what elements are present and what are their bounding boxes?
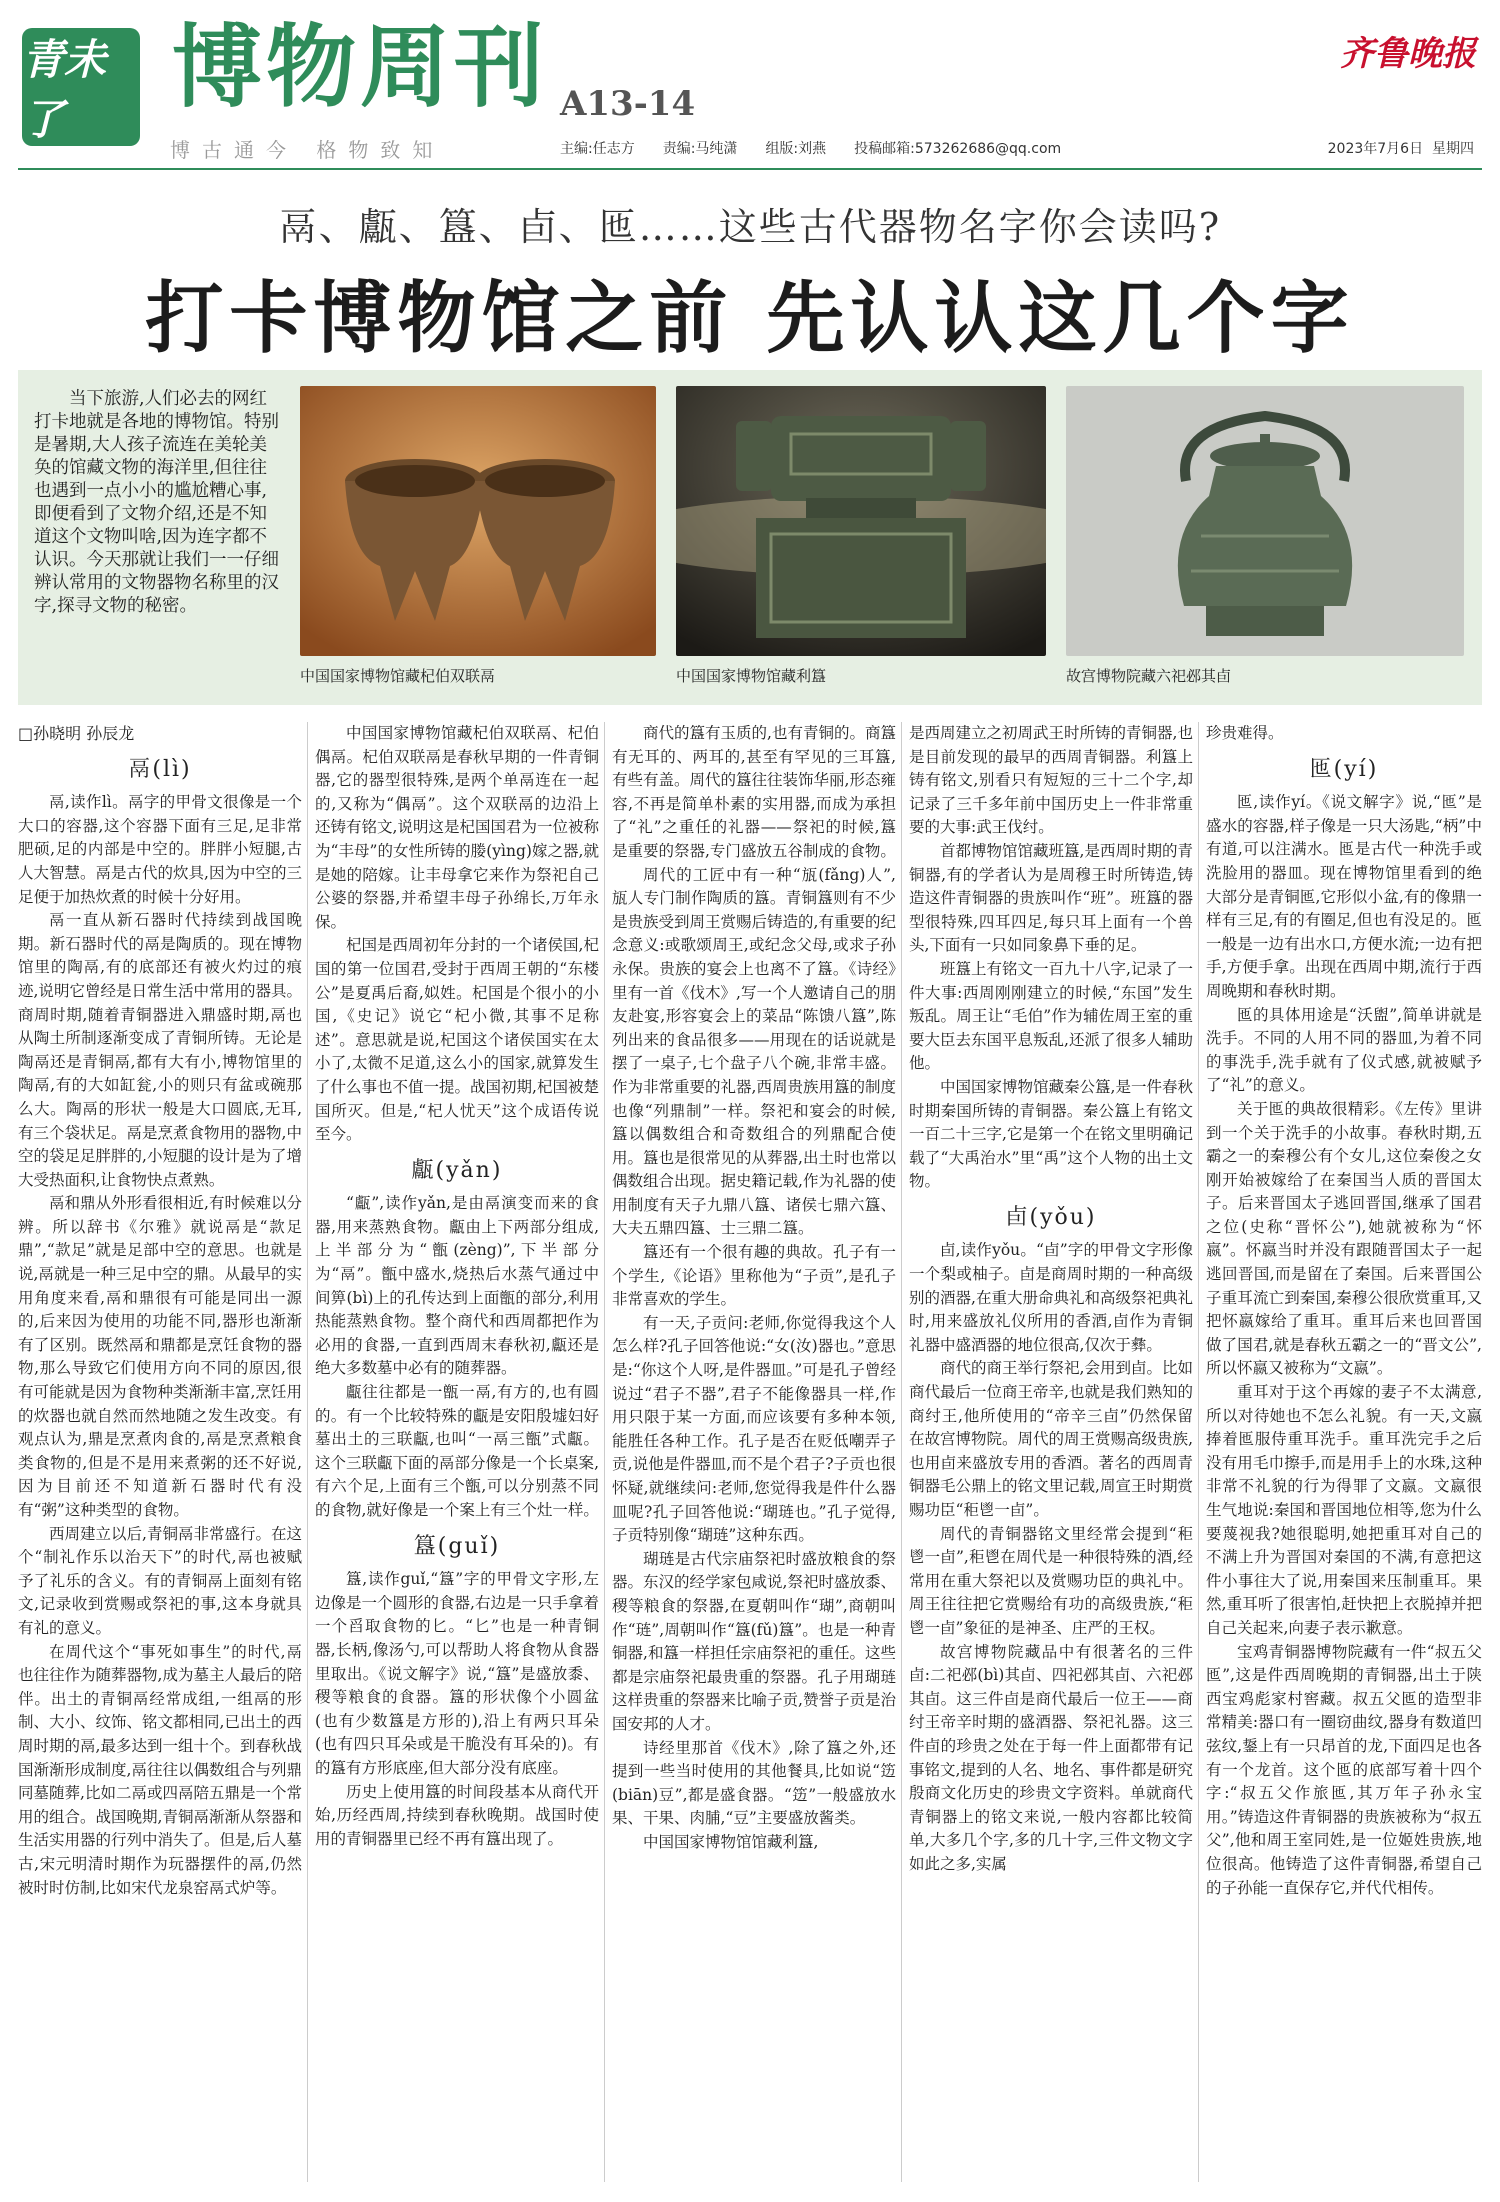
paragraph: 历史上使用簋的时间段基本从商代开始,历经西周,持续到春秋晚期。战国时使用的青铜器里已经不再有簋出现了。 (315, 1782, 599, 1848)
photo-li-gui (676, 386, 1046, 656)
paragraph: 西周建立以后,青铜鬲非常盛行。在这个“制礼作乐以治天下”的时代,鬲也被赋予了礼乐的含义。有的青铜鬲上面刻有铭文,记录收到赏赐或祭祀的事,这本身就具有礼的意义。 (18, 1524, 302, 1637)
paragraph: 重耳对于这个再嫁的妻子不太满意,所以对待她也不怎么礼貌。有一天,文嬴捧着匜服侍重耳洗手。重耳洗完手之后没有用毛巾擦手,而是用手上的水珠,这种非常不礼貌的行为得罪了文嬴。文嬴很生气地说:秦国和晋国地位相等,您为什么要蔑视我?她很聪明,她把重耳对自己的不满上升为晋国对秦国的不满,有意把这件小事往大了说,用秦国来压制重耳。果然,重耳听了很害怕,赶快把上衣脱掉并把自己关起来,向妻子表示歉意。 (1206, 1383, 1482, 1637)
newspaper-brand-logo: 齐鲁晚报 (1340, 34, 1476, 74)
paragraph: 珍贵难得。 (1206, 724, 1284, 742)
layout-editor: 组版:刘燕 (765, 141, 827, 157)
paragraph: 鬲和鼎从外形看很相近,有时候难以分辨。所以辞书《尔雅》就说鬲是“款足鼎”,“款足”就是足部中空的意思。也就是说,鬲就是一种三足中空的鼎。从最早的实用角度来看,鬲和鼎很有可能是同出一源的,后来因为使用的功能不同,器形也渐渐有了区别。既然鬲和鼎都是烹饪食物的器物,那么导致它们使用方向不同的原因,很有可能就是因为食物种类渐渐丰富,烹饪用的炊器也就自然而然地随之发生改变。有观点认为,鼎是烹煮肉食的,鬲是烹煮粮食类食物的,但是不是用来煮粥的还不好说,因为目前还不知道新石器时代有没有“粥”这种类型的食物。 (18, 1194, 302, 1519)
paragraph: 卣,读作yǒu。“卣”字的甲骨文字形像一个梨或柚子。卣是商周时期的一种高级别的酒器,在重大册命典礼和高级祭祀典礼时,用来盛放礼仪所用的香酒,卣作为青铜礼器中盛酒器的地位很高,仅次于彝。 (909, 1241, 1193, 1354)
masthead-divider (18, 168, 1482, 170)
paragraph: 簋,读作guǐ,“簋”字的甲骨文字形,左边像是一个圆形的食器,右边是一只手拿着一个舀取食物的匕。“匕”也是一种青铜器,长柄,像汤勺,可以帮助人将食物从食器里取出。《说文解字》说,“簋”是盛放黍、稷等粮食的食器。簋的形状像个小圆盆(也有少数簋是方形的),沿上有两只耳朵(也有四只耳朵或是干脆没有耳朵的)。有的簋有方形底座,但大部分没有底座。 (315, 1570, 599, 1777)
qingweiliao-logo (22, 28, 140, 146)
paragraph: 瑚琏是古代宗庙祭祀时盛放粮食的祭器。东汉的经学家包咸说,祭祀时盛放黍、稷等粮食的祭器,在夏朝叫作“瑚”,商朝叫作“琏”,周朝叫作“簋(fǔ)簋”。也是一种青铜器,和簋一样担任宗庙祭祀的重任。这些都是宗庙祭祀最贵重的祭器。孔子用瑚琏这样贵重的祭器来比喻子贡,赞誉子贡是治国安邦的人才。 (612, 1549, 896, 1733)
photo-caption-1: 中国国家博物馆藏杞伯双联鬲 (300, 667, 496, 685)
section-heading-yi: 匜(yí) (1309, 756, 1379, 782)
article-column-3 (612, 722, 896, 2182)
section-heading-li: 鬲(lì) (128, 756, 192, 782)
column-divider (901, 722, 902, 2182)
article-column-2 (315, 722, 599, 2182)
photo-caption-2: 中国国家博物馆藏利簋 (676, 667, 827, 685)
intro-text: 当下旅游,人们必去的网红打卡地就是各地的博物馆。特别是暑期,大人孩子流连在美轮美奂的馆藏文物的海洋里,但往往也遇到一点小小的尴尬糟心事,即便看到了文物介绍,还是不知道这个文物叫啥,因为连字都不认识。今天那就让我们一一仔细辨认常用的文物器物名称里的汉字,探寻文物的秘密。 (34, 389, 279, 616)
chief-editor: 主编:任志方 (560, 141, 635, 157)
section-heading-yan: 甗(yǎn) (411, 1157, 503, 1183)
paragraph: 周代的工匠中有一种“瓬(fǎng)人”,瓬人专门制作陶质的簋。青铜簋则有不少是贵族受到周王赏赐后铸造的,有重要的纪念意义:或歌颂周王,或纪念父母,或求子孙永保。贵族的宴会上也离不了簋。《诗经》里有一首《伐木》,写一个人邀请自己的朋友赴宴,形容宴会上的菜品“陈馈八簋”,陈列出来的食品很多——用现在的话说就是摆了一桌子,七个盘子八个碗,非常丰盛。作为非常重要的礼器,西周贵族用簋的制度也像“列鼎制”一样。祭祀和宴会的时候,簋以偶数组合和奇数组合的列鼎配合使用。簋也是很常见的从葬器,出土时也常以偶数组合出现。据史籍记载,作为礼器的使用制度有天子九鼎八簋、诸侯七鼎六簋、大夫五鼎四簋、士三鼎二簋。 (612, 865, 896, 1238)
logo-text: 青未了 (22, 35, 107, 144)
paragraph: 在周代这个“事死如事生”的时代,鬲也往往作为随葬器物,成为墓主人最后的陪伴。出土的青铜鬲经常成组,一组鬲的形制、大小、纹饰、铭文都相同,已出土的西周时期的鬲,最多达到一组十个。到春秋战国渐渐形成制度,鬲往往以偶数组合与列鼎同墓随葬,比如二鬲或四鬲陪五鼎是一个常用的组合。战国晚期,青铜鬲渐渐从祭器和生活实用器的行列中消失了。但是,后人墓古,宋元明清时期作为玩器摆件的鬲,仍然被时时仿制,比如宋代龙泉窑鬲式炉等。 (18, 1642, 302, 1897)
section-slogan: 博古通今 格物致知 (170, 138, 445, 162)
submission-email: 投稿邮箱:573262686@qq.com (854, 141, 1062, 157)
column-divider (604, 722, 605, 2182)
you-vessel-image (1066, 386, 1464, 656)
subheadline: 鬲、甗、簋、卣、匜……这些古代器物名字你会读吗? (278, 205, 1222, 249)
paragraph: 匜的具体用途是“沃盥”,简单讲就是洗手。不同的人用不同的器皿,为着不同的事洗手,洗手就有了仪式感,就被赋予了“礼”的意义。 (1206, 1005, 1482, 1095)
paragraph: 杞国是西周初年分封的一个诸侯国,杞国的第一位国君,受封于西周王朝的“东楼公”是夏禹后裔,姒姓。杞国是个很小的小国,《史记》说它“杞小微,其事不足称述”。意思就是说,杞国这个诸侯国实在太小了,太微不足道,这么小的国家,就算发生了什么事也不值一提。战国初期,杞国被楚国所灭。但是,“杞人忧天”这个成语传说至今。 (315, 936, 599, 1144)
paragraph: 中国国家博物馆馆藏利簋, (643, 1832, 819, 1851)
article-column-4 (909, 722, 1193, 2182)
editor: 责编:马纯潇 (662, 141, 738, 157)
paragraph: 中国国家博物馆藏秦公簋,是一件春秋时期秦国所铸的青铜器。秦公簋上有铭文一百二十三字,它是第一个在铭文里明确记载了“大禹治水”里“禹”这个人物的出土文物。 (909, 1077, 1193, 1191)
headline: 打卡博物馆之前 先认认这几个字 (145, 273, 1355, 364)
section-heading-gui: 簋(guǐ) (413, 1533, 501, 1559)
paragraph: 周代的青铜器铭文里经常会提到“秬鬯一卣”,秬鬯在周代是一种很特殊的酒,经常用在重大祭祀以及赏赐功臣的典礼中。周王往往把它赏赐给有功的高级贵族,“秬鬯一卣”象征的是神圣、庄严的王权。 (909, 1524, 1193, 1637)
section-heading-you: 卣(yǒu) (1005, 1204, 1097, 1230)
issue-date: 2023年7月6日 星期四 (1327, 141, 1474, 157)
paragraph: 班簋上有铭文一百九十八字,记录了一件大事:西周刚刚建立的时候,“东国”发生叛乱。周王让“毛伯”作为辅佐周王室的重要大臣去东国平息叛乱,还派了很多人辅助他。 (909, 959, 1193, 1073)
section-title: 博物周刊 (172, 14, 548, 120)
photo-caption-3: 故宫博物院藏六祀邲其卣 (1066, 667, 1232, 685)
double-li-image (300, 386, 656, 656)
li-gui-image (676, 386, 1046, 656)
paragraph: “甗”,读作yǎn,是由鬲演变而来的食器,用来蒸熟食物。甗由上下两部分组成,上半部分为“甑(zèng)”,下半部分为“鬲”。甑中盛水,烧热后水蒸气通过中间箅(bì)上的孔传达到上面甑的部分,利用热能蒸熟食物。整个商代和西周都把作为必用的食器,一直到西周末春秋初,甗还是绝大多数墓中必有的随葬器。 (315, 1194, 599, 1378)
paragraph: 匜,读作yí。《说文解字》说,“匜”是盛水的容器,样子像是一只大汤匙,“柄”中有道,可以注满水。匜是古代一种洗手或洗脸用的器皿。现在博物馆里看到的绝大部分是青铜匜,它形似小盆,有的像鼎一样有三足,有的有圈足,但也有没足的。匜一般是一边有出水口,方便水流;一边有把手,方便手拿。出现在西周中期,流行于西周晚期和春秋时期。 (1206, 793, 1482, 1000)
paragraph: 首都博物馆馆藏班簋,是西周时期的青铜器,有的学者认为是周穆王时所铸造,铸造这件青铜器的贵族叫作“班”。班簋的器型很特殊,四耳四足,每只耳上面有一个兽头,下面有一只如同象鼻下垂的足。 (909, 841, 1193, 955)
column-divider (1198, 722, 1199, 2182)
page-number: A13-14 (560, 84, 696, 124)
paragraph: 中国国家博物馆藏杞伯双联鬲、杞伯偶鬲。杞伯双联鬲是春秋早期的一件青铜器,它的器型很特殊,是两个单鬲连在一起的,又称为“偶鬲”。这个双联鬲的边沿上还铸有铭文,说明这是杞国国君为一位被称为“丰母”的女性所铸的媵(yìng)嫁之器,就是她的陪嫁。让丰母拿它来作为祭祀自己公婆的祭器,并希望丰母子孙绵长,万年永保。 (315, 724, 599, 931)
paragraph: 甗往往都是一甑一鬲,有方的,也有圆的。有一个比较特殊的甗是安阳殷墟妇好墓出土的三联甗,也叫“一鬲三甑”式甗。这个三联甗下面的鬲部分像是一个长桌案,有六个足,上面有三个甑,可以分别蒸不同的食物,就好像是一个案上有三个灶一样。 (315, 1383, 599, 1519)
paragraph: 鬲,读作lì。鬲字的甲骨文很像是一个大口的容器,这个容器下面有三足,足非常肥硕,足的内部是中空的。胖胖小短腿,古人大智慧。鬲是古代的炊具,因为中空的三足便于加热炊煮的时候十分好用。 (18, 793, 302, 906)
paragraph: 关于匜的典故很精彩。《左传》里讲到一个关于洗手的小故事。春秋时期,五霸之一的秦穆公有个女儿,这位秦俊之女刚开始被嫁给了在秦国当人质的晋国太子。后来晋国太子逃回晋国,继承了国君之位(史称“晋怀公”),她就被称为“怀嬴”。怀嬴当时并没有跟随晋国太子一起逃回晋国,而是留在了秦国。后来晋国公子重耳流亡到秦国,秦穆公很欣赏重耳,又把怀嬴嫁给了重耳。重耳后来也回晋国做了国君,就是春秋五霸之一的“晋文公”,所以怀嬴又被称为“文嬴”。 (1206, 1099, 1482, 1378)
paragraph: 鬲一直从新石器时代持续到战国晚期。新石器时代的鬲是陶质的。现在博物馆里的陶鬲,有的底部还有被火灼过的痕迹,说明它曾经是日常生活中常用的器具。商周时期,随着青铜器进入鼎盛时期,鬲也从陶土所制逐渐变成了青铜所铸。无论是陶鬲还是青铜鬲,都有大有小,博物馆里的陶鬲,有的大如缸瓮,小的则只有盆或碗那么大。陶鬲的形状一般是大口圆底,无耳,有三个袋状足。鬲是烹煮食物用的器物,中空的袋足足胖胖的,小短腿的设计是为了增大受热面积,让食物快点煮熟。 (18, 911, 302, 1189)
article-column-5 (1206, 722, 1482, 2182)
paragraph: 故宫博物院藏品中有很著名的三件卣:二祀邲(bì)其卣、四祀邲其卣、六祀邲其卣。这三件卣是商代最后一位王——商纣王帝辛时期的盛酒器、祭祀礼器。这三件卣的珍贵之处在于每一件上面都带有记事铭文,提到的人名、地名、事件都是研究殷商文化历史的珍贵文字资料。单就商代青铜器上的铭文来说,一般内容都比较简单,大多几个字,多的几十字,三件文物文字如此之多,实属 (909, 1642, 1193, 1873)
photo-double-li (300, 386, 656, 656)
paragraph: 宝鸡青铜器博物院藏有一件“叔五父匜”,这是件西周晚期的青铜器,出土于陕西宝鸡彪家村窖藏。叔五父匜的造型非常精美:器口有一圈窃曲纹,器身有数道凹弦纹,鋬上有一只昂首的龙,下面四足也各有一个龙首。这个匜的底部写着十四个字:“叔五父作旅匜,其万年子孙永宝用。”铸造这件青铜器的贵族被称为“叔五父”,他和周王室同姓,是一位姬姓贵族,地位很高。他铸造了这件青铜器,希望自己的子孙能一直保存它,并代代相传。 (1206, 1642, 1482, 1897)
article-column-1 (18, 722, 302, 2182)
editor-info (560, 138, 1061, 158)
paragraph: 有一天,子贡问:老师,你觉得我这个人怎么样?孔子回答他说:“女(汝)器也。”意思是:“你这个人呀,是件器皿。”可是孔子曾经说过“君子不器”,君子不能像器具一样,作用只限于某一方面,而应该要有多种本领,能胜任各种工作。孔子是否在贬低嘲弄子贡,说他是件器皿,而不是个君子?子贡也很怀疑,就继续问:老师,您觉得我是件什么器皿呢?孔子回答他说:“瑚琏也。”孔子觉得,子贡特别像“瑚琏”这种东西。 (612, 1313, 896, 1545)
paragraph: 商代的簋有玉质的,也有青铜的。商簋有无耳的、两耳的,甚至有罕见的三耳簋,有些有盖。周代的簋往往装饰华丽,形态雍容,不再是简单朴素的实用器,而成为承担了“礼”之重任的礼器——祭祀的时候,簋是重要的祭器,专门盛放五谷制成的食物。 (612, 724, 896, 860)
paragraph: 簋还有一个很有趣的典故。孔子有一个学生,《论语》里称他为“子贡”,是孔子非常喜欢的学生。 (612, 1243, 896, 1309)
paragraph: 诗经里那首《伐木》,除了簋之外,还提到一些当时使用的其他餐具,比如说“笾(biān)豆”,都是盛食器。“笾”一般盛放水果、干果、肉脯,“豆”主要盛放酱类。 (612, 1738, 896, 1828)
paragraph: 商代的商王举行祭祀,会用到卣。比如商代最后一位商王帝辛,也就是我们熟知的商纣王,他所使用的“帝辛三卣”仍然保留在故宫博物院。周代的周王赏赐高级贵族,也用卣来盛放专用的香酒。著名的西周青铜器毛公鼎上的铭文里记载,周宣王时期赏赐功臣“秬鬯一卣”。 (909, 1359, 1193, 1519)
byline: □孙晓明 孙辰龙 (18, 724, 135, 743)
paragraph: 是西周建立之初周武王时所铸的青铜器,也是目前发现的最早的西周青铜器。利簋上铸有铭文,别看只有短短的三十二个字,却记录了三千多年前中国历史上一件非常重要的大事:武王伐纣。 (909, 724, 1193, 837)
column-divider (307, 722, 308, 2182)
photo-you (1066, 386, 1464, 656)
